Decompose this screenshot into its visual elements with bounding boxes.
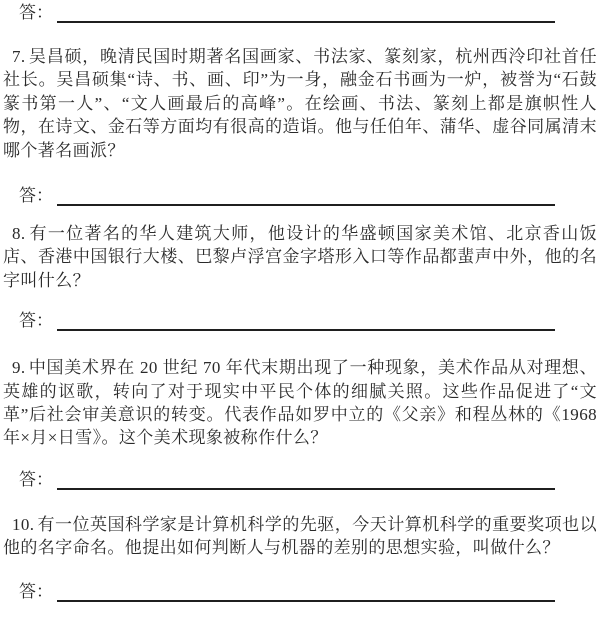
answer-row-5 xyxy=(3,581,597,602)
question-text: 中国美术界在 20 世纪 70 年代末期出现了一种现象，美术作品从对理想、英雄的讴歌，转向了对于现实中平民个体的细腻关照。这些作品促进了“文革”后社会审美意识的转变。代表作品如罗中立的《父亲》和程丛林的《1968 年×月×日雪》。这个美术现象被称作什么？ xyxy=(3,358,597,448)
question-number: 10. xyxy=(12,514,35,534)
answer-blank-line xyxy=(57,471,555,490)
question-9 xyxy=(3,356,597,450)
question-text: 有一位英国科学家是计算机科学的先驱，今天计算机科学的重要奖项也以他的名字命名。他提出如何判断人与机器的差别的思想实验，叫做什么？ xyxy=(3,514,597,558)
answer-label: 答： xyxy=(19,469,53,489)
question-number: 9. xyxy=(12,358,26,378)
question-7 xyxy=(3,45,597,162)
answer-label: 答： xyxy=(19,186,53,206)
answer-row-2 xyxy=(3,185,597,206)
answer-blank-line xyxy=(57,312,555,331)
answer-label: 答： xyxy=(19,581,53,601)
answer-row-1 xyxy=(3,2,597,23)
answer-blank-line xyxy=(57,583,555,602)
question-text: 吴昌硕，晚清民国时期著名国画家、书法家、篆刻家，杭州西泠印社首任社长。吴昌硕集“诗、书、画、印”为一身，融金石书画为一炉，被誉为“石鼓篆书第一人”、“文人画最后的高峰”。在绘画、书法、篆刻上都是旗帜性人物，在诗文、金石等方面均有很高的造诣。他与任伯年、蒲华、虚谷同属清末哪个著名画派？ xyxy=(3,47,597,160)
answer-label: 答： xyxy=(19,3,53,22)
answer-row-4 xyxy=(3,469,597,490)
answer-row-3 xyxy=(3,310,597,331)
question-10 xyxy=(3,513,597,560)
question-text: 有一位著名的华人建筑大师，他设计的华盛顿国家美术馆、北京香山饭店、香港中国银行大楼、巴黎卢浮宫金字塔形入口等作品都蜚声中外，他的名字叫什么？ xyxy=(3,224,597,290)
answer-blank-line xyxy=(57,187,555,206)
question-8 xyxy=(3,222,597,292)
answer-blank-line xyxy=(57,4,555,23)
answer-label: 答： xyxy=(19,311,53,331)
question-number: 8. xyxy=(12,224,26,244)
question-number: 7. xyxy=(12,47,26,66)
